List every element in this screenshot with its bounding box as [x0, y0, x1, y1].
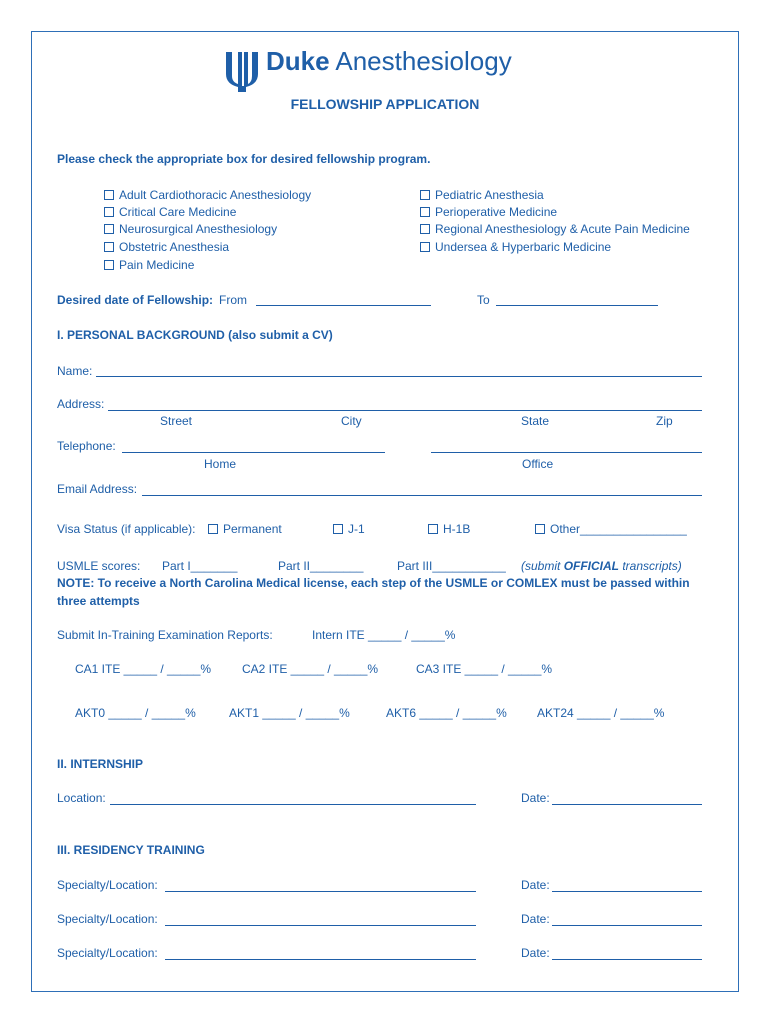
city-caption: City [341, 414, 362, 428]
zip-caption: Zip [656, 414, 673, 428]
program-option[interactable]: Critical Care Medicine [104, 205, 236, 219]
checkbox[interactable] [104, 260, 114, 270]
home-phone-field[interactable] [122, 452, 385, 453]
visa-j1-option[interactable]: J-1 [333, 522, 365, 536]
checkbox[interactable] [535, 524, 545, 534]
name-field[interactable] [96, 376, 702, 377]
logo-wordmark [266, 46, 512, 77]
residency-heading: III. RESIDENCY TRAINING [57, 843, 205, 857]
residency-specialty-label: Specialty/Location: [57, 946, 158, 960]
program-option[interactable]: Pain Medicine [104, 258, 194, 272]
ca1-ite-field[interactable]: CA1 ITE _____ / _____% [75, 662, 212, 676]
visa-other-option[interactable]: Other________________ [535, 522, 687, 536]
usmle-label: USMLE scores: [57, 559, 141, 573]
residency-specialty-label: Specialty/Location: [57, 878, 158, 892]
to-label: To [477, 293, 490, 307]
internship-heading: II. INTERNSHIP [57, 757, 144, 771]
checkbox[interactable] [104, 224, 114, 234]
program-option[interactable]: Undersea & Hyperbaric Medicine [420, 240, 611, 254]
program-option[interactable]: Perioperative Medicine [420, 205, 557, 219]
checkbox[interactable] [104, 190, 114, 200]
office-caption: Office [522, 457, 554, 471]
internship-location-field[interactable] [110, 804, 476, 805]
submit-transcripts-note: (submit OFFICIAL transcripts) [521, 559, 682, 573]
internship-date-label: Date: [521, 791, 550, 805]
street-caption: Street [160, 414, 193, 428]
email-field[interactable] [142, 495, 702, 496]
residency-specialty-label: Specialty/Location: [57, 912, 158, 926]
state-caption: State [521, 414, 550, 428]
from-date-field[interactable] [256, 305, 431, 306]
program-option[interactable]: Adult Cardiothoracic Anesthesiology [104, 188, 311, 202]
checkbox[interactable] [104, 242, 114, 252]
program-option[interactable]: Regional Anesthesiology & Acute Pain Medicine [420, 222, 690, 236]
residency-date-label: Date: [521, 878, 550, 892]
usmle-part3[interactable]: Part III___________ [397, 559, 506, 573]
personal-background-heading: I. PERSONAL BACKGROUND (also submit a CV) [57, 328, 333, 342]
akt0-field[interactable]: AKT0 _____ / _____% [75, 706, 196, 720]
visa-permanent-option[interactable]: Permanent [208, 522, 282, 536]
checkbox[interactable] [420, 190, 430, 200]
from-label: From [219, 293, 247, 307]
checkbox[interactable] [104, 207, 114, 217]
program-option[interactable]: Obstetric Anesthesia [104, 240, 229, 254]
address-field[interactable] [108, 410, 702, 411]
to-date-field[interactable] [496, 305, 658, 306]
visa-label: Visa Status (if applicable): [57, 522, 196, 536]
akt1-field[interactable]: AKT1 _____ / _____% [229, 706, 350, 720]
office-phone-field[interactable] [431, 452, 702, 453]
checkbox[interactable] [420, 207, 430, 217]
address-label: Address: [57, 397, 105, 411]
residency-specialty-field[interactable] [165, 959, 476, 960]
email-label: Email Address: [57, 482, 138, 496]
internship-location-label: Location: [57, 791, 106, 805]
residency-specialty-field[interactable] [165, 925, 476, 926]
program-option[interactable]: Neurosurgical Anesthesiology [104, 222, 277, 236]
checkbox[interactable] [428, 524, 438, 534]
telephone-label: Telephone: [57, 439, 116, 453]
home-caption: Home [204, 457, 237, 471]
residency-date-label: Date: [521, 912, 550, 926]
checkbox[interactable] [333, 524, 343, 534]
desired-date-label: Desired date of Fellowship: [57, 293, 214, 307]
license-note-line2: three attempts [57, 594, 140, 608]
visa-h1b-option[interactable]: H-1B [428, 522, 470, 536]
akt6-field[interactable]: AKT6 _____ / _____% [386, 706, 507, 720]
intern-ite-field[interactable]: Intern ITE _____ / _____% [312, 628, 456, 642]
residency-date-label: Date: [521, 946, 550, 960]
ca3-ite-field[interactable]: CA3 ITE _____ / _____% [416, 662, 553, 676]
usmle-part1[interactable]: Part I_______ [162, 559, 238, 573]
residency-specialty-field[interactable] [165, 891, 476, 892]
program-instruction: Please check the appropriate box for desired fellowship program. [57, 152, 431, 166]
name-label: Name: [57, 364, 93, 378]
residency-date-field[interactable] [552, 925, 702, 926]
residency-date-field[interactable] [552, 959, 702, 960]
checkbox[interactable] [420, 224, 430, 234]
internship-date-field[interactable] [552, 804, 702, 805]
checkbox[interactable] [420, 242, 430, 252]
logo-duke: Duke [266, 46, 330, 76]
checkbox[interactable] [208, 524, 218, 534]
usmle-part2[interactable]: Part II________ [278, 559, 364, 573]
residency-date-field[interactable] [552, 891, 702, 892]
program-option[interactable]: Pediatric Anesthesia [420, 188, 544, 202]
page-title: FELLOWSHIP APPLICATION [290, 96, 480, 112]
license-note-line1: NOTE: To receive a North Carolina Medical license, each step of the USMLE or COMLEX must be passed within [57, 576, 690, 590]
duke-shield-logo-icon [224, 48, 260, 92]
ca2-ite-field[interactable]: CA2 ITE _____ / _____% [242, 662, 379, 676]
logo-anesthesiology: Anesthesiology [335, 46, 512, 76]
ite-submit-label: Submit In-Training Examination Reports: [57, 628, 273, 642]
akt24-field[interactable]: AKT24 _____ / _____% [537, 706, 665, 720]
